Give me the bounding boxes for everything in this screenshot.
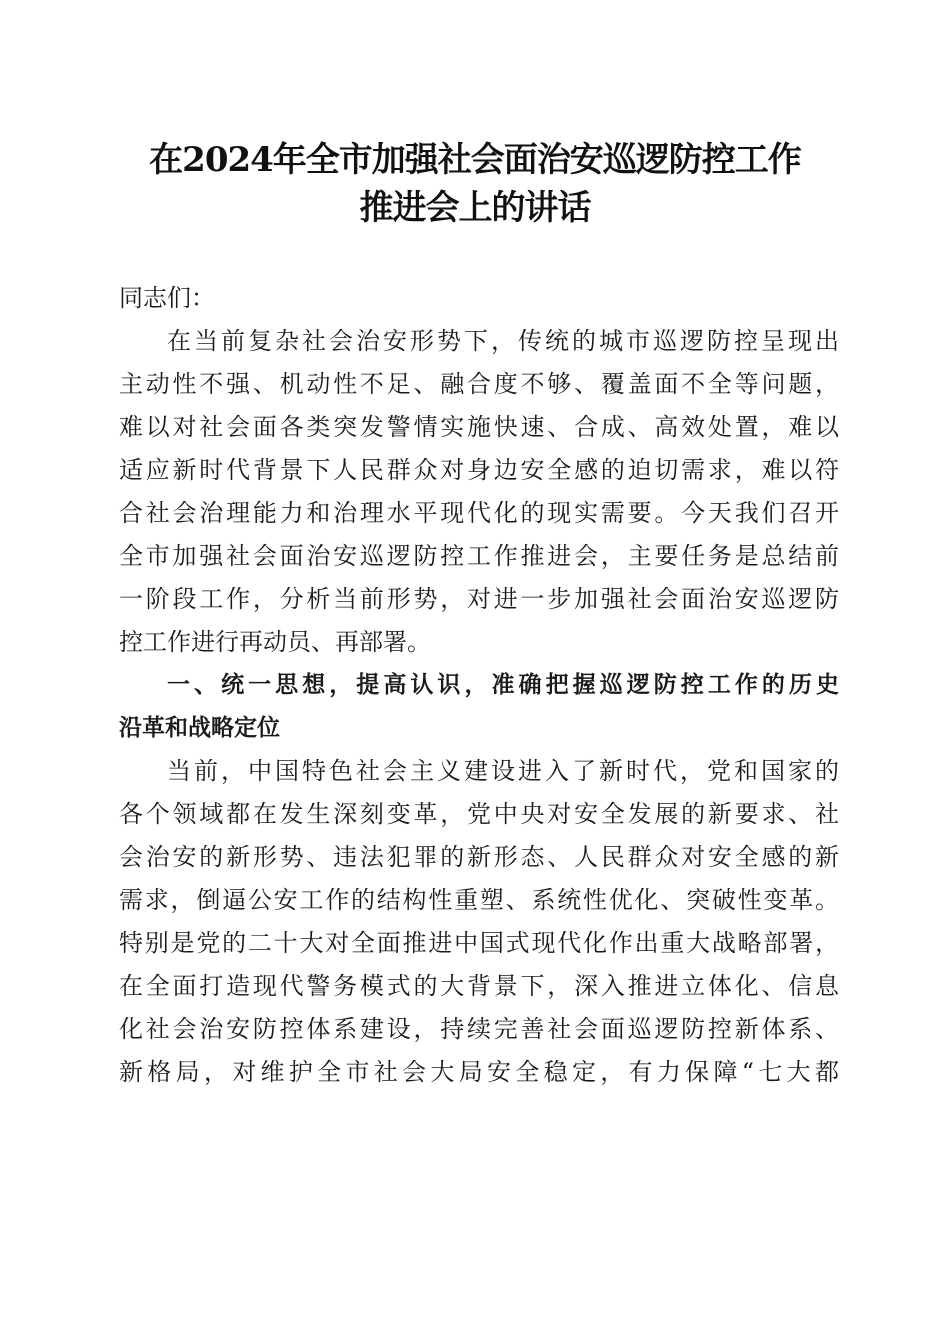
- paragraph-2-line: 当前，中国特色社会主义建设进入了新时代，党和国家的: [167, 757, 839, 785]
- paragraph-1-line: 一阶段工作，分析当前形势，对进一步加强社会面治安巡逻防: [119, 585, 839, 613]
- title-line-1: 在2024年全市加强社会面治安巡逻防控工作: [149, 140, 801, 180]
- paragraph-1-line: 主动性不强、机动性不足、融合度不够、覆盖面不全等问题，: [119, 370, 839, 398]
- section-1-heading-line: 一、统一思想，提高认识，准确把握巡逻防控工作的历史: [167, 672, 839, 698]
- document-title: [0, 136, 950, 232]
- paragraph-2-line: 各个领域都在发生深刻变革，党中央对安全发展的新要求、社: [119, 800, 839, 828]
- paragraph-2-line: 特别是党的二十大对全面推进中国式现代化作出重大战略部署，: [119, 929, 839, 957]
- paragraph-1-line: 控工作进行再动员、再部署。: [119, 628, 431, 656]
- paragraph-1-line: 难以对社会面各类突发警情实施快速、合成、高效处置，难以: [119, 413, 839, 441]
- paragraph-2-line: 新格局，对维护全市社会大局安全稳定，有力保障“七大都: [119, 1058, 839, 1086]
- paragraph-1-line: 在当前复杂社会治安形势下，传统的城市巡逻防控呈现出: [167, 327, 839, 355]
- section-1-heading-line: 沿革和战略定位: [119, 715, 280, 741]
- paragraph-2-line: 在全面打造现代警务模式的大背景下，深入推进立体化、信息: [119, 972, 839, 1000]
- paragraph-2-line: 需求，倒逼公安工作的结构性重塑、系统性优化、突破性变革。: [119, 886, 839, 914]
- salutation: 同志们：: [119, 284, 215, 312]
- paragraph-2-line: 化社会治安防控体系建设，持续完善社会面巡逻防控新体系、: [119, 1015, 839, 1043]
- paragraph-2-line: 会治安的新形势、违法犯罪的新形态、人民群众对安全感的新: [119, 843, 839, 871]
- paragraph-1-line: 合社会治理能力和治理水平现代化的现实需要。今天我们召开: [119, 499, 839, 527]
- paragraph-1-line: 全市加强社会面治安巡逻防控工作推进会，主要任务是总结前: [119, 542, 839, 570]
- title-line-2: 推进会上的讲话: [359, 188, 591, 228]
- paragraph-1-line: 适应新时代背景下人民群众对身边安全感的迫切需求，难以符: [119, 456, 839, 484]
